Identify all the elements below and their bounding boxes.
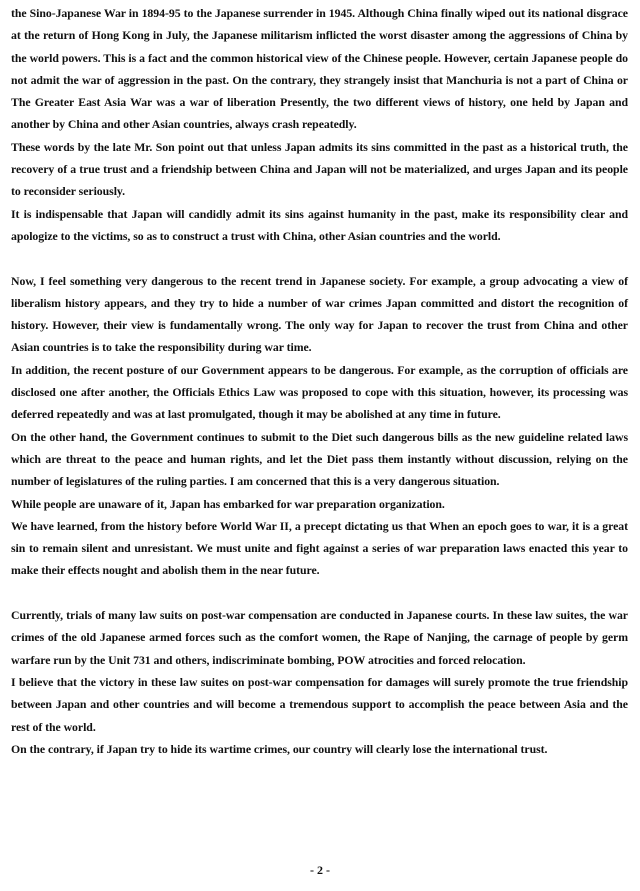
paragraph-war-history: the Sino-Japanese War in 1894-95 to the Japanese surrender in 1945. Although China finally wiped out its national disgrace at the return of Hong Kong in July, the Japanese militarism inflicted the worst disaster among the aggressions of China by the world powers. This is a fact and the common historical view of the Chinese people. However, certain Japanese people do not admit the war of aggression in the past. On the contrary, they strangely insist that Manchuria is not a part of China or The Greater East Asia War was a war of liberation Presently, the two different views of history, one held by Japan and another by China and other Asian countries, always crash repeatedly. — [11, 6, 628, 132]
page-number: - 2 - — [310, 863, 330, 877]
document-page — [11, 2, 628, 760]
paragraph-admit-sins: It is indispensable that Japan will candidly admit its sins against humanity in the past, make its responsibility clear and apologize to the victims, so as to construct a trust with China, other Asian countries and the world. — [11, 206, 628, 243]
paragraph-law-suits: Currently, trials of many law suits on post-war compensation are conducted in Japanese courts. In these law suites, the war crimes of the old Japanese armed forces such as the comfort women, the Rape of Nanjing, the carnage of people by germ warfare run by the Unit 731 and others, indiscriminate bombing, POW atrocities and forced relocation. — [11, 608, 628, 667]
paragraph-dangerous-trend: Now, I feel something very dangerous to the recent trend in Japanese society. For example, a group advocating a view of liberalism history appears, and they try to hide a number of war crimes Japan committed and distort the recognition of history. However, their view is fundamentally wrong. The only way for Japan to recover the trust from China and other Asian countries is to take the responsibility during war time. — [11, 273, 628, 355]
paragraph-victory-belief: I believe that the victory in these law suites on post-war compensation for damages will surely promote the true friendship between Japan and other countries and will become a tremendous support to accomplish the peace between Asia and the rest of the world. — [11, 674, 628, 734]
paragraph-government-posture: In addition, the recent posture of our Government appears to be dangerous. For example, as the corruption of officials are disclosed one after another, the Officials Ethics Law was proposed to cope with this situation, however, its processing was deferred repeatedly and was at last promulgated, though it may be abolished at any time in future. — [11, 362, 628, 422]
paragraph-gap — [11, 247, 628, 269]
paragraph-gap — [11, 582, 628, 604]
paragraph-war-preparation: While people are unaware of it, Japan has embarked for war preparation organization. — [11, 496, 445, 511]
paragraph-mr-son-words: These words by the late Mr. Son point out that unless Japan admits its sins committed in the past as a historical truth, the recovery of a true trust and a friendship between China and Japan will not be materialized, and urges Japan and its people to reconsider seriously. — [11, 139, 628, 199]
paragraph-international-trust: On the contrary, if Japan try to hide its wartime crimes, our country will clearly lose the international trust. — [11, 741, 548, 756]
paragraph-precept: We have learned, from the history before World War II, a precept dictating us that When an epoch goes to war, it is a great sin to remain silent and unresistant. We must unite and fight against a series of war preparation laws enacted this year to make their effects nought and abolish them in the near future. — [11, 518, 628, 578]
paragraph-dangerous-bills: On the other hand, the Government continues to submit to the Diet such dangerous bills as the new guideline related laws which are threat to the peace and human rights, and let the Diet pass them instantly without discussion, relying on the number of legislatures of the ruling parties. I am concerned that this is a very dangerous situation. — [11, 429, 628, 489]
